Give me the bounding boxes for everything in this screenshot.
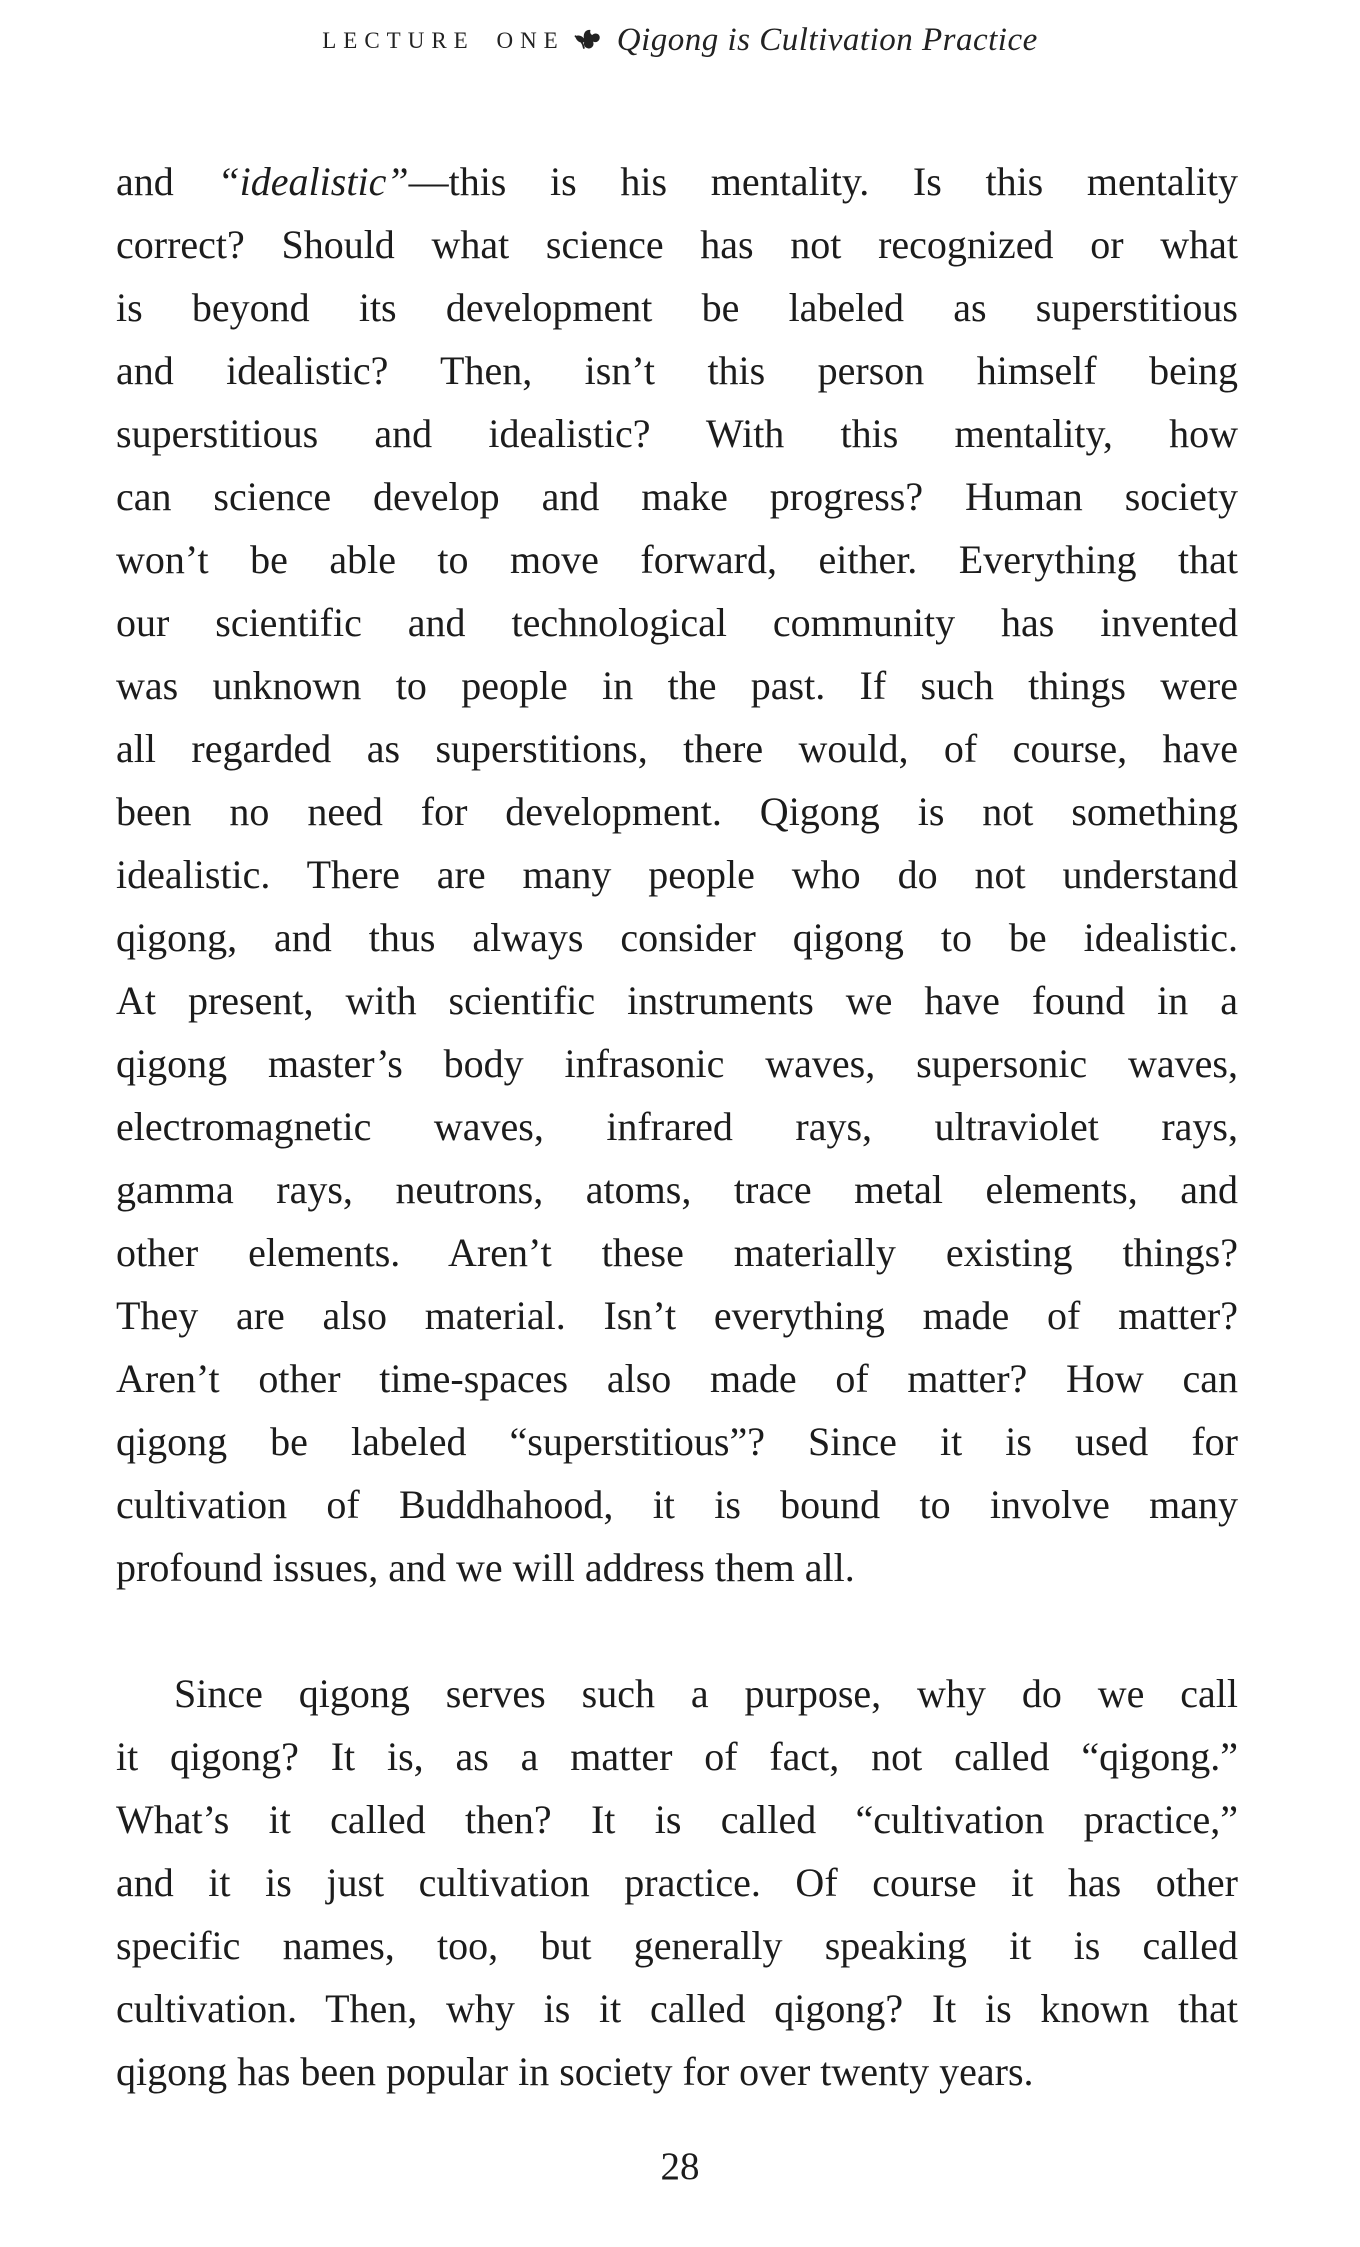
text-line: idealistic. There are many people who do not understand <box>116 852 1238 897</box>
text-line: Since qigong serves such a purpose, why do we call <box>174 1671 1238 1716</box>
text-line: qigong master’s body infrasonic waves, supersonic waves, <box>116 1041 1238 1086</box>
text-line: it qigong? It is, as a matter of fact, not called “qigong.” <box>116 1734 1238 1779</box>
text-line: specific names, too, but generally speaking it is called <box>116 1923 1238 1968</box>
text-line: At present, with scientific instruments we have found in a <box>116 978 1238 1023</box>
body-text <box>116 150 1238 2103</box>
text-line <box>116 150 1238 213</box>
text-line: been no need for development. Qigong is not something <box>116 789 1238 834</box>
text-line: cultivation. Then, why is it called qigong? It is known that <box>116 1986 1238 2031</box>
paragraph <box>116 1662 1238 2103</box>
text-line: other elements. Aren’t these materially existing things? <box>116 1230 1238 1275</box>
text-line: What’s it called then? It is called “cultivation practice,” <box>116 1797 1238 1842</box>
text-line: qigong has been popular in society for over twenty years. <box>116 2049 1034 2094</box>
text-line: and idealistic? Then, isn’t this person himself being <box>116 348 1238 393</box>
text-line: can science develop and make progress? Human society <box>116 474 1238 519</box>
text-line: correct? Should what science has not recognized or what <box>116 222 1238 267</box>
text-line: electromagnetic waves, infrared rays, ultraviolet rays, <box>116 1104 1238 1149</box>
text-line: all regarded as superstitions, there would, of course, have <box>116 726 1238 771</box>
italic-text-segment: “idealistic” <box>217 159 409 204</box>
text-line: superstitious and idealistic? With this mentality, how <box>116 411 1238 456</box>
chapter-title: Qigong is Cultivation Practice <box>616 22 1038 58</box>
text-line: profound issues, and we will address them all. <box>116 1545 855 1590</box>
text-line: qigong, and thus always consider qigong to be idealistic. <box>116 915 1238 960</box>
text-line: Aren’t other time-spaces also made of matter? How can <box>116 1356 1238 1401</box>
hedera-leaf-icon <box>573 27 603 69</box>
text-line: cultivation of Buddhahood, it is bound to involve many <box>116 1482 1238 1527</box>
text-line: qigong be labeled “superstitious”? Since it is used for <box>116 1419 1238 1464</box>
page-number: 28 <box>660 2145 700 2188</box>
text-line: our scientific and technological community has invented <box>116 600 1238 645</box>
text-line: gamma rays, neutrons, atoms, trace metal elements, and <box>116 1167 1238 1212</box>
running-head <box>0 20 1360 69</box>
lecture-label: LECTURE ONE <box>322 28 565 53</box>
text-line: was unknown to people in the past. If such things were <box>116 663 1238 708</box>
text-segment: and <box>116 159 218 204</box>
paragraph <box>116 150 1238 1599</box>
text-line: and it is just cultivation practice. Of course it has other <box>116 1860 1238 1905</box>
text-segment: —this is his mentality. Is this mentality <box>408 159 1238 204</box>
text-line: is beyond its development be labeled as superstitious <box>116 285 1238 330</box>
text-line: won’t be able to move forward, either. Everything that <box>116 537 1238 582</box>
text-line: They are also material. Isn’t everything made of matter? <box>116 1293 1238 1338</box>
